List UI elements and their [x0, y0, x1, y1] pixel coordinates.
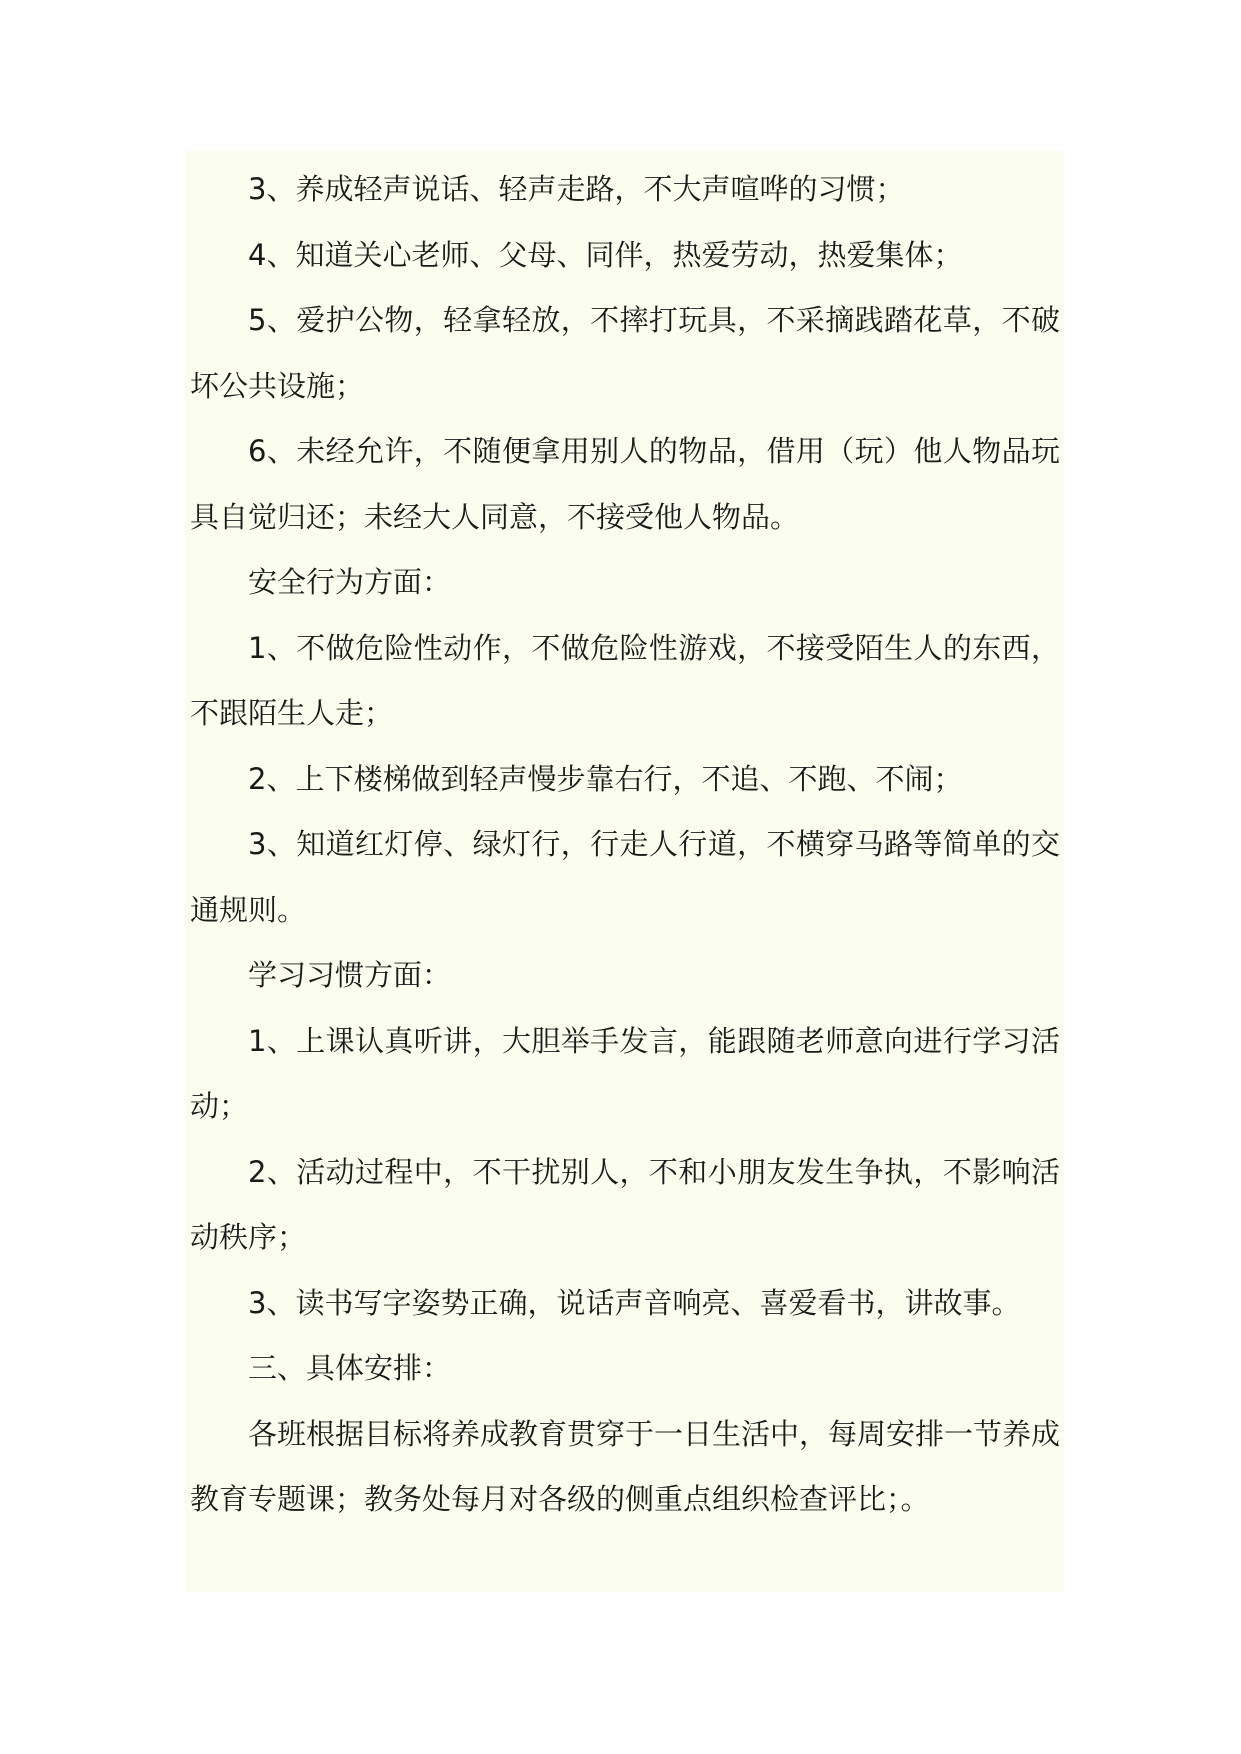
paragraph-safety-3: 3、知道红灯停、绿灯行，行走人行道，不横穿马路等简单的交通规则。 [190, 827, 1060, 927]
paragraph-safety-1: 1、不做危险性动作，不做危险性游戏，不接受陌生人的东西，不跟陌生人走； [190, 630, 1060, 730]
paragraph-study-2: 2、活动过程中，不干扰别人，不和小朋友发生争执，不影响活动秩序； [190, 1154, 1060, 1254]
paragraph-study-3: 3、读书写字姿势正确，说话声音响亮、喜爱看书，讲故事。 [248, 1285, 1021, 1320]
section-heading-arrangement: 三、具体安排： [248, 1351, 452, 1385]
paragraph-habit-6: 6、未经允许，不随便拿用别人的物品，借用（玩）他人物品玩具自觉归还；未经大人同意，不接受他人物品。 [190, 434, 1060, 534]
paragraph-habit-3: 3、养成轻声说话、轻声走路，不大声喧哗的习惯； [248, 172, 905, 206]
section-heading-safety: 安全行为方面： [248, 565, 452, 599]
paragraph-safety-2: 2、上下楼梯做到轻声慢步靠右行，不追、不跑、不闹； [248, 761, 963, 796]
document-body [190, 157, 1060, 1533]
paragraph-arrangement: 各班根据目标将养成教育贯穿于一日生活中，每周安排一节养成教育专题课；教务处每月对各级的侧重点组织检查评比；。 [190, 1416, 1061, 1516]
paragraph-study-1: 1、上课认真听讲，大胆举手发言，能跟随老师意向进行学习活动； [190, 1023, 1060, 1123]
paragraph-habit-5: 5、爱护公物，轻拿轻放，不摔打玩具，不采摘践踏花草，不破坏公共设施； [190, 303, 1060, 403]
section-heading-study: 学习习惯方面： [248, 958, 452, 992]
paragraph-habit-4: 4、知道关心老师、父母、同伴，热爱劳动，热爱集体； [248, 237, 963, 272]
